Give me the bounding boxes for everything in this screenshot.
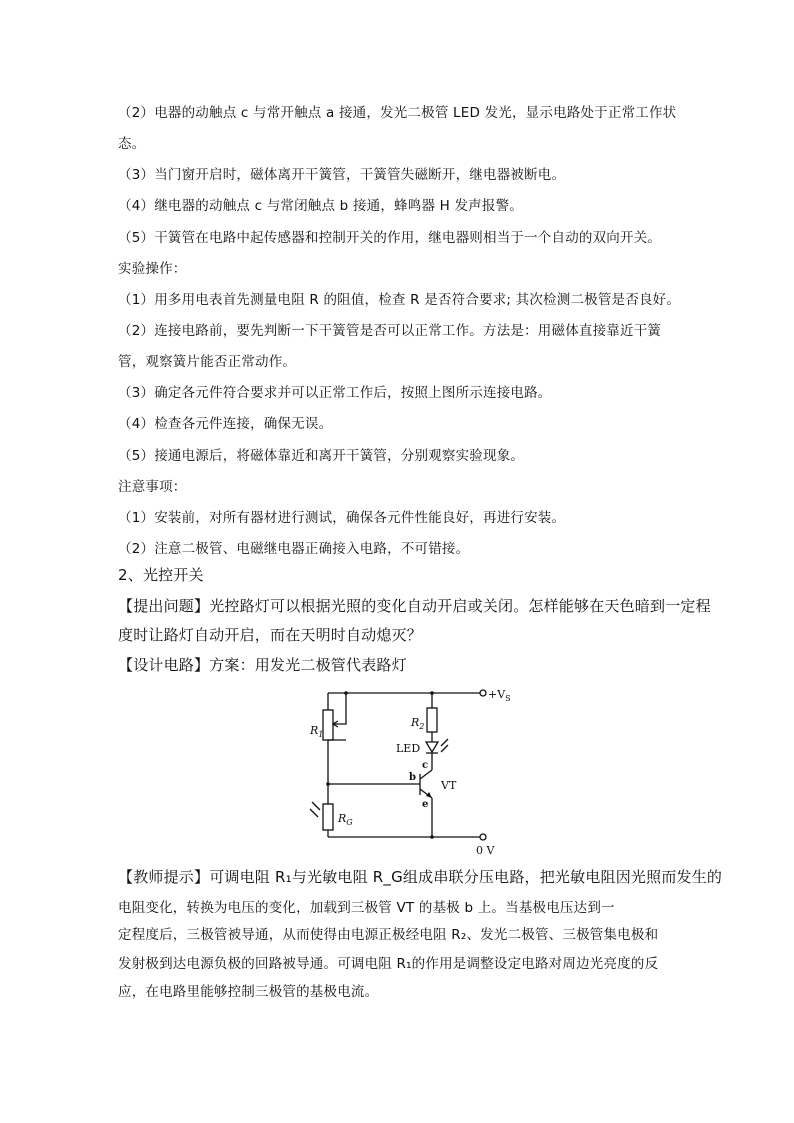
- text-line: （5）接通电源后，将磁体靠近和离开干簧管，分别观察实验现象。: [118, 448, 525, 464]
- emitter-label: e: [422, 799, 429, 810]
- text-line: 【提出问题】光控路灯可以根据光照的变化自动开启或关闭。怎样能够在天色暗到一定程: [118, 597, 711, 615]
- text-line: （4）继电器的动触点 c 与常闭触点 b 接通，蜂鸣器 H 发声报警。: [118, 198, 523, 214]
- r2-label: $R_2$: [411, 716, 425, 731]
- vt-label: VT: [441, 779, 457, 792]
- section-label: 实验操作：: [118, 261, 187, 277]
- light-control-circuit-diagram: [290, 676, 520, 862]
- text-line: 【设计电路】方案：用发光二极管代表路灯: [118, 656, 407, 674]
- text-line: 发射极到达电源负极的回路被导通。可调电阻 R₁的作用是调整设定电路对周边光亮度的反: [118, 956, 659, 972]
- text-line: （2）电器的动触点 c 与常开触点 a 接通，发光二极管 LED 发光，显示电路处于正常工作状: [118, 105, 677, 121]
- section-label: 注意事项：: [118, 479, 187, 495]
- text-line: （2）连接电路前，要先判断一下干簧管是否可以正常工作。方法是：用磁体直接靠近干簧: [118, 323, 662, 339]
- r1-label: $R_1$: [310, 724, 324, 739]
- text-line: 度时让路灯自动开启，而在天明时自动熄灭？: [118, 626, 423, 644]
- text-line: 【教师提示】可调电阻 R₁与光敏电阻 R_G组成串联分压电路，把光敏电阻因光照而发生的: [118, 868, 723, 886]
- collector-label: c: [422, 760, 429, 771]
- text-line: （4）检查各元件连接，确保无误。: [118, 416, 333, 432]
- section-heading: 2、光控开关: [118, 566, 204, 584]
- text-line: （3）确定各元件符合要求并可以正常工作后，按照上图所示连接电路。: [118, 385, 552, 401]
- vs-label: $+V_S$: [488, 688, 511, 703]
- text-line: （2）注意二极管、电磁继电器正确接入电路，不可错接。: [118, 541, 470, 557]
- text-line: （1）安装前，对所有器材进行测试，确保各元件性能良好，再进行安装。: [118, 510, 566, 526]
- base-label: b: [409, 772, 416, 783]
- text-line: （1）用多用电表首先测量电阻 R 的阻值，检查 R 是否符合要求; 其次检测二极管是否良好。: [118, 292, 681, 308]
- ground-label: 0 V: [476, 844, 495, 857]
- text-line: 定程度后，三极管被导通，从而使得由电源正极经电阻 R₂、发光二极管、三极管集电极和: [118, 927, 659, 943]
- text-line: 态。: [118, 136, 146, 152]
- text-line: 管，观察簧片能否正常动作。: [118, 354, 297, 370]
- rg-label: $R_G$: [338, 812, 353, 827]
- text-line: 应，在电路里能够控制三极管的基极电流。: [118, 984, 379, 1000]
- text-line: （5）干簧管在电路中起传感器和控制开关的作用，继电器则相当于一个自动的双向开关。: [118, 230, 662, 246]
- text-line: （3）当门窗开启时，磁体离开干簧管，干簧管失磁断开，继电器被断电。: [118, 167, 566, 183]
- led-label: LED: [396, 742, 421, 755]
- text-line: 电阻变化，转换为电压的变化，加载到三极管 VT 的基极 b 上。当基极电压达到一: [118, 900, 615, 916]
